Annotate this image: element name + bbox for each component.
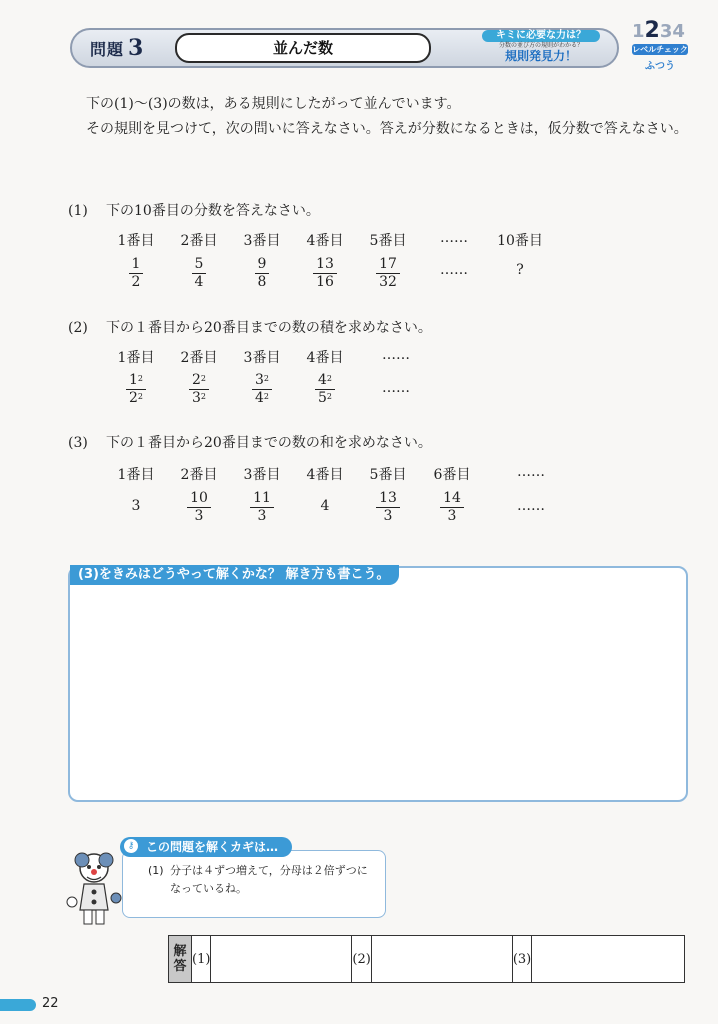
- answer-label-3: (3): [512, 936, 531, 983]
- page-tab: [0, 999, 36, 1011]
- answer-table: [168, 935, 685, 983]
- fraction: $\frac{11}{3}$: [250, 490, 274, 525]
- fraction: $\frac{3^2}{4^2}$: [252, 372, 272, 407]
- clown-mascot-icon: [66, 840, 122, 930]
- fraction: $\frac{2^2}{3^2}$: [189, 372, 209, 407]
- page-title: 並んだ数: [175, 33, 431, 63]
- problem-number: 問題 3: [90, 35, 145, 61]
- hint-text: (1) 分子は４ずつ増えて，分母は２倍ずつに なっているね。: [148, 864, 368, 895]
- fraction: $\frac{4^2}{5^2}$: [315, 372, 335, 407]
- workbook-page: 問題 3 並んだ数 キミに必要な力は？ 分数の並び方の規則がわかる？ 規則発見力！ 1234 レベルチェック ふつう 下の(1)～(3)の数は，ある規則にしたがって並んでいます。 その規則を見つけて，次の問いに答えなさい。答えが分数になるときは，仮分数で答えなさい。 (1) 下の10番目の分数を答えなさい。 1番目 2番目 3番目 4番目 5番目 …… 10番目 $\frac{1}{2}$ $\frac{5}{4}$ $\frac{9}{8}$ $\frac{13}{16}$ $\frac{17}{32}$ …… ? (2) 下の１番目から20番目までの数の積を求めなさい。 1番目 2番目 3番目 4番目 …… $\frac{1^2}{2^2}$ $\frac{2^2}{3^2}$ $\frac{3^2}{4^2}$ $\frac{4^2}{5^2}$ …… (3) 下の１番目から20番目までの数の和を求めなさい。 1番目 2番目 3番目 4番目 5番目 6番目 …… 3 $\frac{10}{3}$ $\frac{11}{3}$ 4 $\frac{13}{3}$ $\frac{14}{3}$ …… (3)をきみはどうやって解くかな？ 解き方も書こう。 この問題を解くカギは… ⚷ (1) 分子は４ずつ増えて，分母は２倍ずつに なっているね。 解 答 (1) (2) (3) 22: [0, 0, 718, 1024]
- fraction: $\frac{1}{2}$: [129, 256, 144, 291]
- work-area[interactable]: [68, 566, 688, 802]
- work-area-label: (3)をきみはどうやって解くかな？ 解き方も書こう。: [70, 565, 399, 585]
- fraction: $\frac{5}{4}$: [192, 256, 207, 291]
- level-tag: レベルチェック: [632, 45, 688, 54]
- fraction: $\frac{13}{16}$: [313, 256, 337, 291]
- answer-field-2[interactable]: [371, 936, 512, 983]
- key-icon: ⚷: [124, 839, 138, 853]
- answer-label-1: (1): [192, 936, 211, 983]
- answer-field-3[interactable]: [532, 936, 685, 983]
- hint-label: この問題を解くカギは…: [120, 837, 292, 857]
- answer-field-1[interactable]: [211, 936, 352, 983]
- problem-2: (2) 下の１番目から20番目までの数の積を求めなさい。: [68, 320, 432, 336]
- problem-1: (1) 下の10番目の分数を答えなさい。: [68, 203, 320, 219]
- answer-label-2: (2): [352, 936, 371, 983]
- fraction: $\frac{14}{3}$: [440, 490, 464, 525]
- unknown-mark: ?: [516, 262, 524, 278]
- level-word: ふつう: [645, 61, 675, 72]
- answer-header: 解 答: [169, 936, 192, 983]
- instructions: 下の(1)～(3)の数は，ある規則にしたがって並んでいます。 その規則を見つけて，次の問いに答えなさい。答えが分数になるときは，仮分数で答えなさい。: [86, 96, 688, 137]
- fraction: $\frac{17}{32}$: [376, 256, 400, 291]
- problem-header: [70, 28, 619, 68]
- problem-3: (3) 下の１番目から20番目までの数の和を求めなさい。: [68, 435, 432, 451]
- level-check: [632, 18, 688, 78]
- skill-badge: キミに必要な力は？ 分数の並び方の規則がわかる？ 規則発見力！: [476, 30, 606, 62]
- fraction: $\frac{1^2}{2^2}$: [126, 372, 146, 407]
- fraction: $\frac{10}{3}$: [187, 490, 211, 525]
- fraction: $\frac{13}{3}$: [376, 490, 400, 525]
- level-numbers: 1234: [632, 18, 685, 43]
- page-number: 22: [0, 996, 66, 1014]
- fraction: $\frac{9}{8}$: [255, 256, 270, 291]
